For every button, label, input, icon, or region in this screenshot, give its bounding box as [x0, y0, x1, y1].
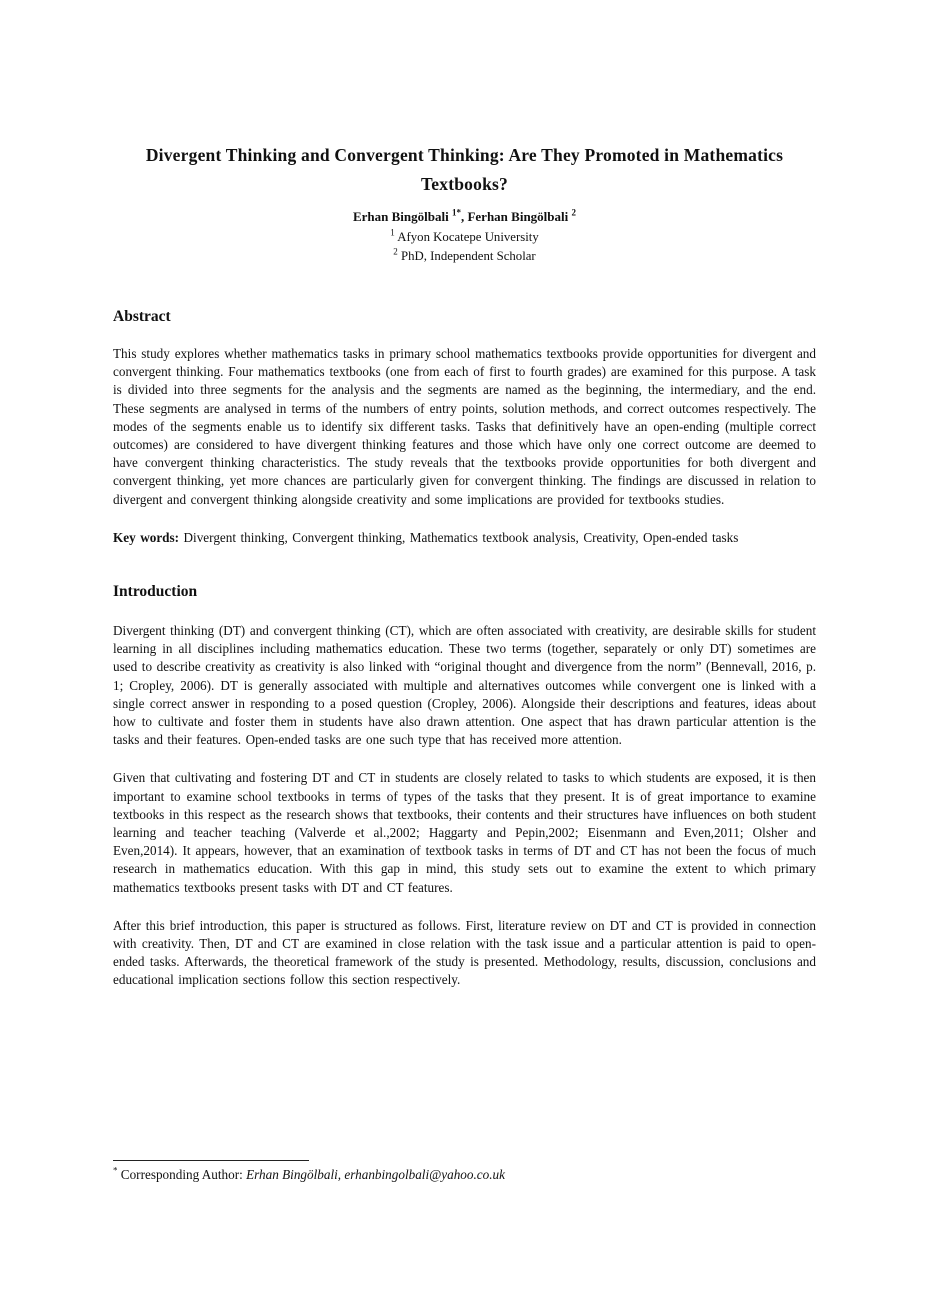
author-1-superscript: 1* — [451, 207, 461, 218]
introduction-paragraph-2: Given that cultivating and fostering DT and CT in students are closely related to tasks to which students are exposed, it is then important to examine school textbooks in terms of types of the tasks that they present. It is of great importance to examine textbooks in this respect as the research shows that textbooks, their contents and their structures have influences on both student learning and teacher teaching (Valverde et al.,2002; Haggarty and Pepin,2002; Eisenmann and Even,2011; Olsher and Even,2014). It appears, however, that an examination of textbook tasks in terms of DT and CT has not been the focus of much research in mathematics education. With this gap in mind, this study sets out to examine the extent to which primary mathematics textbooks present tasks with DT and CT features. — [113, 770, 816, 895]
author-1-name: Erhan Bingölbali — [352, 209, 449, 224]
abstract-body: This study explores whether mathematics tasks in primary school mathematics textbooks provide opportunities for divergent and convergent thinking. Four mathematics textbooks (one from each of first to fourth grades) are examined for this purpose. A task is divided into three segments for the analysis and the segments are named as the beginning, the intermediary, and the end. These segments are analysed in terms of the numbers of entry points, solution methods, and correct outcomes respectively. The modes of the segments enable us to identify six different tasks. Tasks that definitively have an open-ending (multiple correct outcomes) are considered to have divergent thinking features and those which have only one correct outcome are deemed to have convergent thinking characteristics. The study reveals that the textbooks provide opportunities for both divergent and convergent thinking, yet more chances are particularly given for convergent thinking. The findings are discussed in relation to divergent and convergent thinking alongside creativity and some implications are provided for textbooks studies. — [113, 346, 816, 507]
keywords-text: Divergent thinking, Convergent thinking, Mathematics textbook analysis, Creativity, Open-ended tasks — [179, 529, 739, 545]
affiliation-2-text: PhD, Independent Scholar — [401, 248, 536, 263]
author-byline — [113, 209, 816, 225]
paper-title: Divergent Thinking and Convergent Thinking: Are They Promoted in Mathematics Textbooks? — [145, 145, 784, 194]
affiliations — [113, 228, 816, 265]
paper-content — [113, 0, 816, 990]
abstract-heading: Abstract — [113, 308, 171, 325]
keywords-label: Key words: — [113, 529, 180, 545]
footnote-text — [113, 1166, 816, 1184]
author-separator: , — [460, 209, 468, 224]
keywords-line — [113, 529, 816, 547]
footnote-contact: Erhan Bingölbali, erhanbingolbali@yahoo.co.uk — [246, 1167, 505, 1182]
footnote-separator-rule — [113, 1160, 309, 1161]
author-2-name: Ferhan Bingölbali — [467, 209, 569, 224]
affiliation-1-text: Afyon Kocatepe University — [397, 230, 539, 244]
affiliation-1-superscript: 1 — [390, 227, 395, 238]
footnote-asterisk-marker: * — [113, 1165, 118, 1176]
affiliation-1 — [113, 228, 816, 247]
introduction-paragraph-1: Divergent thinking (DT) and convergent thinking (CT), which are often associated with creativity, are desirable skills for student learning in all disciplines including mathematics education. These two terms (together, separately or only DT) sometimes are used to describe creativity as creativity is also linked with “original thought and divergence from the norm” (Bennevall, 2016, p. 1; Cropley, 2006). DT is generally associated with multiple and alternatives outcomes while convergent one is linked with a single correct answer in responding to a posed question (Cropley, 2006). Alongside their descriptions and features, ideas about how to cultivate and foster them in students have also drawn attention. One aspect that has drawn particular attention is the tasks and their features. Open-ended tasks are one such type that has received more attention. — [113, 623, 816, 748]
author-2-superscript: 2 — [571, 207, 576, 218]
introduction-paragraph-3: After this brief introduction, this paper is structured as follows. First, literature review on DT and CT is provided in connection with creativity. Then, DT and CT are examined in close relation with the task issue and a particular attention is paid to open-ended tasks. Afterwards, the theoretical framework of the study is presented. Methodology, results, discussion, conclusions and educational implication sections follow this section respectively. — [113, 917, 816, 988]
introduction-heading: Introduction — [113, 583, 198, 601]
footnote — [113, 1160, 816, 1184]
affiliation-2-superscript: 2 — [393, 246, 398, 257]
footnote-label: Corresponding Author: — [120, 1167, 247, 1182]
affiliation-2 — [113, 247, 816, 266]
